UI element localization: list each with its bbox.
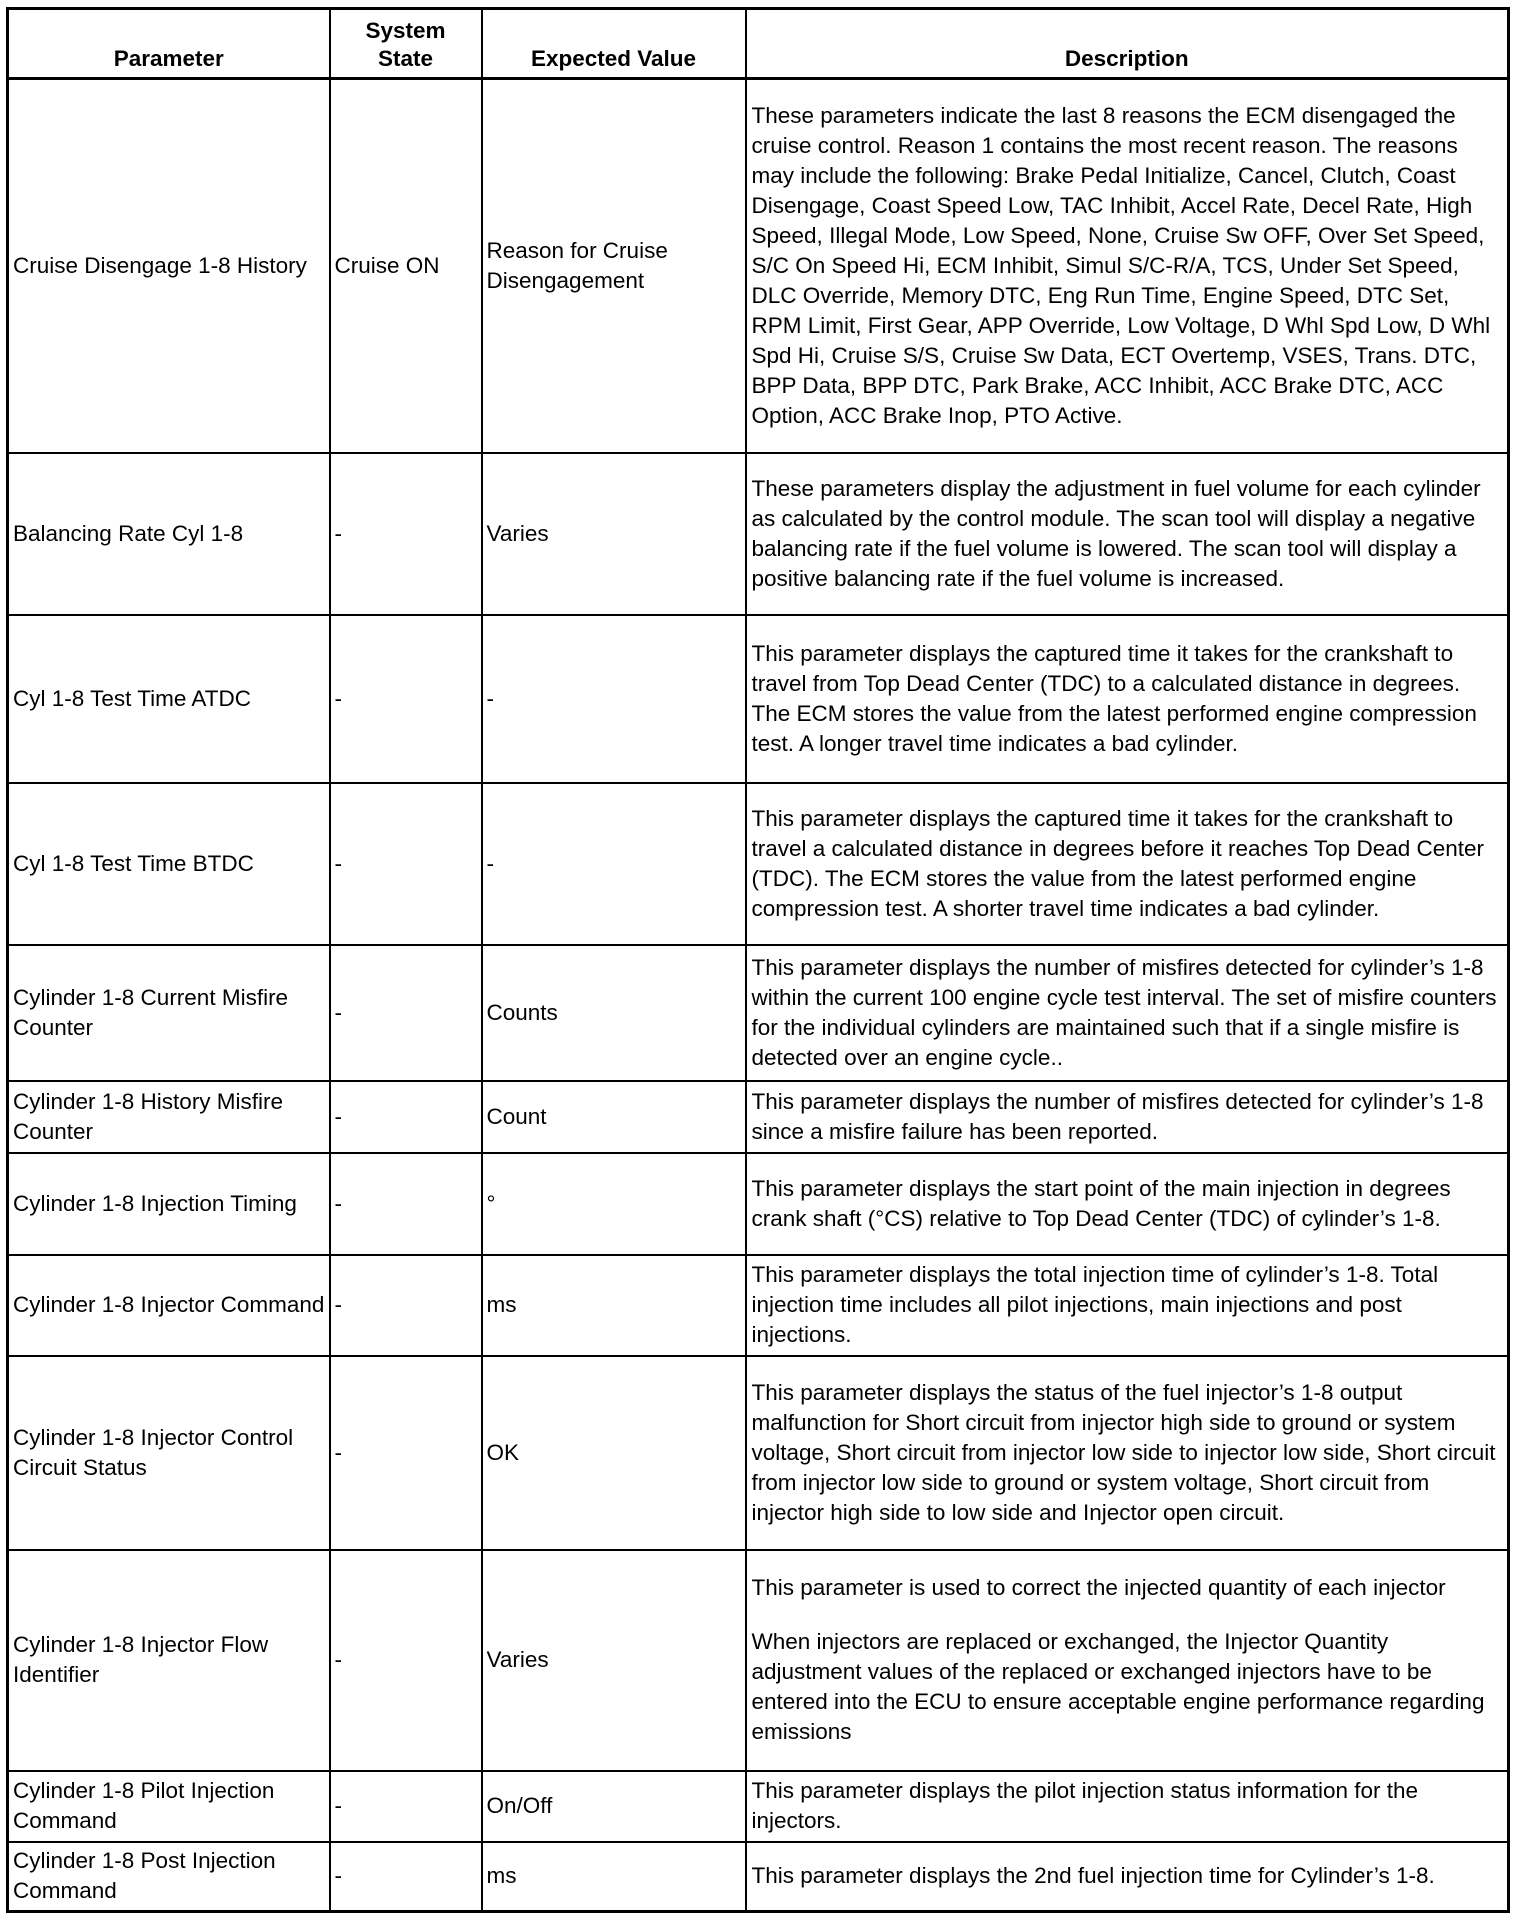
cell-parameter: Cylinder 1-8 Injector Flow Identifier [8,1550,330,1771]
table-row [8,615,1509,783]
cell-system-state: - [330,1550,482,1771]
header-description: Description [746,9,1509,79]
table-row [8,945,1509,1081]
table-row [8,1356,1509,1550]
cell-expected-value: Varies [482,1550,746,1771]
table-row [8,1255,1509,1356]
cell-parameter: Cylinder 1-8 Post Injection Command [8,1842,330,1912]
cell-system-state: - [330,1153,482,1255]
table-row [8,79,1509,453]
table-row [8,1550,1509,1771]
cell-parameter: Cyl 1-8 Test Time BTDC [8,783,330,945]
cell-description: This parameter displays the number of misfires detected for cylinder’s 1-8 since a misfire failure has been reported. [746,1081,1509,1153]
cell-expected-value: OK [482,1356,746,1550]
cell-description: These parameters display the adjustment in fuel volume for each cylinder as calculated by the control module. The scan tool will display a negative balancing rate if the fuel volume is lowered. The scan tool will display a positive balancing rate if the fuel volume is increased. [746,453,1509,615]
cell-description: This parameter displays the captured time it takes for the crankshaft to travel from Top Dead Center (TDC) to a calculated distance in degrees. The ECM stores the value from the latest performed engine compression test. A longer travel time indicates a bad cylinder. [746,615,1509,783]
cell-description: This parameter displays the status of the fuel injector’s 1-8 output malfunction for Short circuit from injector high side to ground or system voltage, Short circuit from injector low side to injector low side, Short circuit from injector low side to ground or system voltage, Short circuit from injector high side to low side and Injector open circuit. [746,1356,1509,1550]
cell-expected-value: Counts [482,945,746,1081]
cell-description [746,1550,1509,1771]
cell-system-state: - [330,945,482,1081]
parameter-table [6,7,1510,1913]
table-row [8,453,1509,615]
table-row [8,1081,1509,1153]
cell-expected-value: - [482,615,746,783]
cell-expected-value: Varies [482,453,746,615]
cell-system-state: - [330,783,482,945]
cell-expected-value: ms [482,1255,746,1356]
cell-system-state: - [330,1771,482,1842]
cell-parameter: Cylinder 1-8 Current Misfire Counter [8,945,330,1081]
cell-description: This parameter displays the pilot injection status information for the injectors. [746,1771,1509,1842]
cell-system-state: - [330,1356,482,1550]
cell-parameter: Cylinder 1-8 History Misfire Counter [8,1081,330,1153]
cell-expected-value: Reason for Cruise Disengagement [482,79,746,453]
cell-parameter: Cylinder 1-8 Injection Timing [8,1153,330,1255]
cell-system-state: - [330,615,482,783]
cell-system-state: - [330,453,482,615]
cell-parameter: Cylinder 1-8 Injector Command [8,1255,330,1356]
cell-description: These parameters indicate the last 8 reasons the ECM disengaged the cruise control. Reason 1 contains the most recent reason. The reasons may include the following: Brake Pedal Initialize, Cancel, Clutch, Coast Disengage, Coast Speed Low, TAC Inhibit, Accel Rate, Decel Rate, High Speed, Illegal Mode, Low Speed, None, Cruise Sw OFF, Over Set Speed, S/C On Speed Hi, ECM Inhibit, Simul S/C-R/A, TCS, Under Set Speed, DLC Override, Memory DTC, Eng Run Time, Engine Speed, DTC Set, RPM Limit, First Gear, APP Override, Low Voltage, D Whl Spd Low, D Whl Spd Hi, Cruise S/S, Cruise Sw Data, ECT Overtemp, VSES, Trans. DTC, BPP Data, BPP DTC, Park Brake, ACC Inhibit, ACC Brake DTC, ACC Option, ACC Brake Inop, PTO Active. [746,79,1509,453]
cell-expected-value: ms [482,1842,746,1912]
cell-expected-value: - [482,783,746,945]
cell-parameter: Cyl 1-8 Test Time ATDC [8,615,330,783]
description-paragraph: This parameter is used to correct the injected quantity of each injector [751,1575,1446,1600]
table-row [8,1771,1509,1842]
header-row [8,9,1509,79]
cell-parameter: Balancing Rate Cyl 1-8 [8,453,330,615]
paragraph-gap [752,1603,1504,1627]
table-row [8,783,1509,945]
cell-expected-value: Count [482,1081,746,1153]
header-expected-value: Expected Value [482,9,746,79]
table-row [8,1153,1509,1255]
cell-parameter: Cruise Disengage 1-8 History [8,79,330,453]
cell-description: This parameter displays the number of misfires detected for cylinder’s 1-8 within the current 100 engine cycle test interval. The set of misfire counters for the individual cylinders are maintained such that if a single misfire is detected over an engine cycle.. [746,945,1509,1081]
cell-description: This parameter displays the total injection time of cylinder’s 1-8. Total injection time includes all pilot injections, main injections and post injections. [746,1255,1509,1356]
header-parameter: Parameter [8,9,330,79]
table-row [8,1842,1509,1912]
cell-expected-value: On/Off [482,1771,746,1842]
cell-expected-value: ° [482,1153,746,1255]
cell-parameter: Cylinder 1-8 Injector Control Circuit Status [8,1356,330,1550]
cell-parameter: Cylinder 1-8 Pilot Injection Command [8,1771,330,1842]
cell-description: This parameter displays the 2nd fuel injection time for Cylinder’s 1-8. [746,1842,1509,1912]
cell-system-state: Cruise ON [330,79,482,453]
cell-system-state: - [330,1255,482,1356]
description-paragraph: When injectors are replaced or exchanged, the Injector Quantity adjustment values of the replaced or exchanged injectors have to be entered into the ECU to ensure acceptable engine performance regarding emissions [751,1629,1485,1744]
cell-description: This parameter displays the start point of the main injection in degrees crank shaft (°CS) relative to Top Dead Center (TDC) of cylinder’s 1-8. [746,1153,1509,1255]
cell-description: This parameter displays the captured time it takes for the crankshaft to travel a calculated distance in degrees before it reaches Top Dead Center (TDC). The ECM stores the value from the latest performed engine compression test. A shorter travel time indicates a bad cylinder. [746,783,1509,945]
header-system-state: System State [330,9,482,79]
cell-system-state: - [330,1842,482,1912]
cell-system-state: - [330,1081,482,1153]
